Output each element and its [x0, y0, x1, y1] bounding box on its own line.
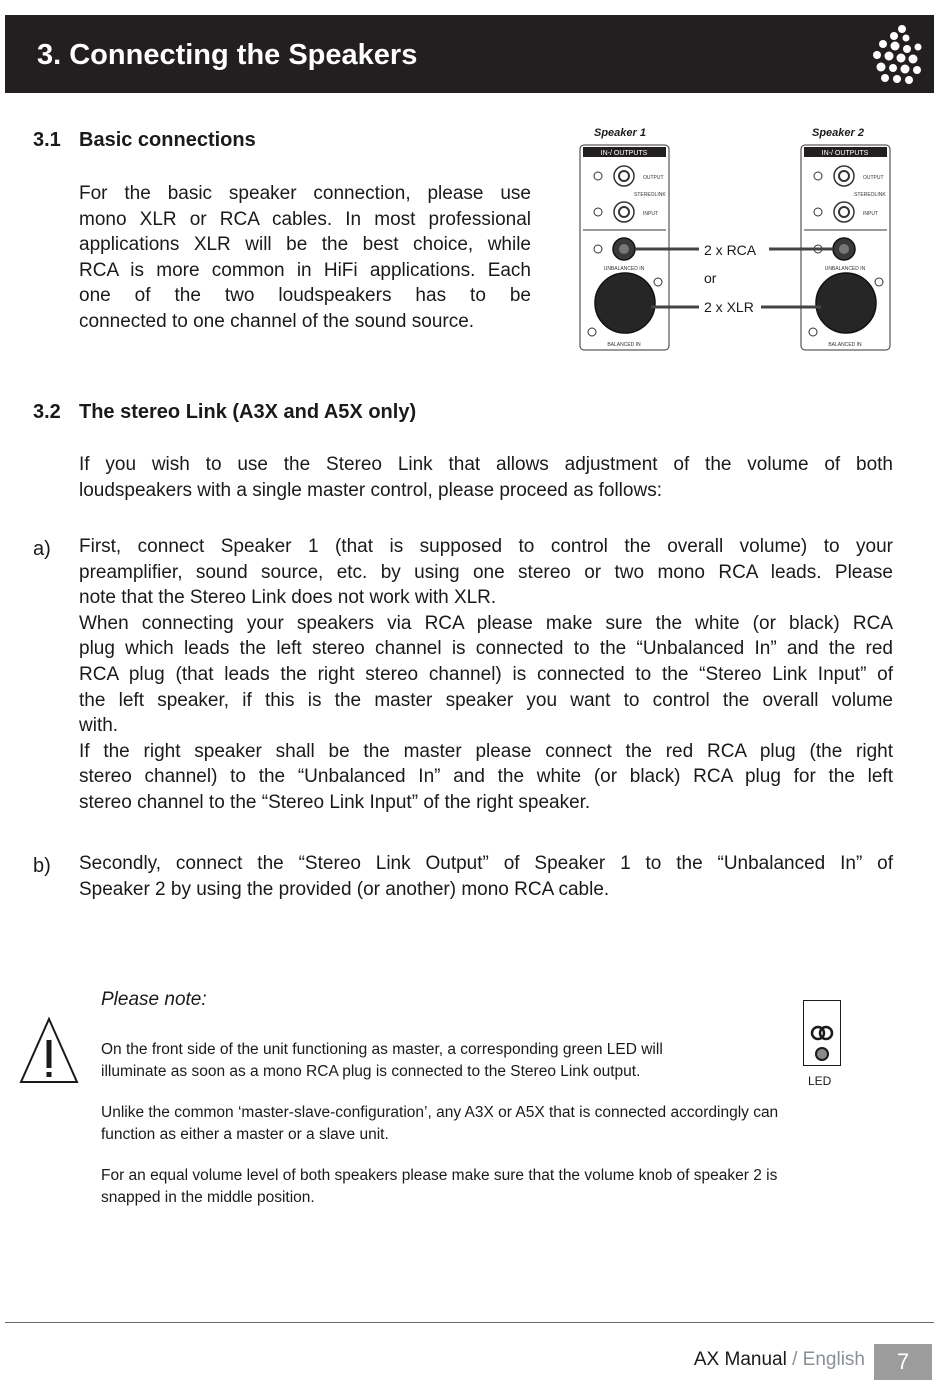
- chapter-title: 3. Connecting the Speakers: [37, 39, 418, 71]
- speaker2-label: Speaker 2: [812, 127, 864, 139]
- rca-label: 2 x RCA: [704, 242, 757, 258]
- section1-body: [79, 181, 531, 335]
- footer-label: [600, 1348, 865, 1372]
- text-line: Speaker 2 by using the provided (or another) mono RCA cable.: [79, 878, 610, 900]
- note-paragraph-2: [101, 1102, 891, 1145]
- speaker1-unbalanced-label: UNBALANCED IN: [603, 266, 645, 272]
- note-heading: Please note:: [101, 989, 207, 1010]
- text-line: note that the Stereo Link does not work with XLR.: [79, 587, 497, 609]
- text-line: function as either a master or a slave unit.: [101, 1125, 389, 1143]
- text-line: snapped in the middle position.: [101, 1188, 315, 1206]
- item-a-label: a): [33, 538, 51, 560]
- dots-logo-icon: [866, 22, 926, 86]
- note-paragraph-1: [101, 1039, 761, 1082]
- item-b-label: b): [33, 855, 51, 877]
- text-line: First, connect Speaker 1 (that is supposed to control the overall volume) to your: [79, 536, 893, 557]
- speaker2-balanced-label: BALANCED IN: [828, 342, 862, 348]
- text-line: applications XLR will be the best choice, while: [79, 234, 531, 256]
- speaker2-output-label: OUTPUT: [863, 175, 884, 181]
- text-line: the left speaker, if this is the master speaker you want to control the overall volume: [79, 689, 893, 711]
- text-line: Secondly, connect the “Stereo Link Output” of Speaker 1 to the “Unbalanced In” of: [79, 853, 893, 874]
- speaker1-xlr-jack: [595, 273, 655, 333]
- text-line: stereo channel to the “Stereo Link Input” of the right speaker.: [79, 791, 591, 813]
- text-line: For the basic speaker connection, please use: [79, 183, 531, 204]
- text-line: When connecting your speakers via RCA please make sure the white (or black) RCA: [79, 612, 893, 634]
- text-line: plug which leads the left stereo channel is connected to the “Unbalanced In” and the red: [79, 638, 893, 660]
- chapter-header: [5, 15, 934, 93]
- speaker2-stereolink-label: STEREOLINK: [854, 192, 886, 198]
- text-line: If you wish to use the Stereo Link that allows adjustment of the volume of both: [79, 454, 893, 475]
- xlr-label: 2 x XLR: [704, 299, 754, 315]
- speaker1-input-label: INPUT: [643, 211, 658, 217]
- text-line: with.: [79, 715, 119, 737]
- text-line: If the right speaker shall be the master please connect the red RCA plug (the right: [79, 740, 893, 762]
- led-label: LED: [808, 1074, 832, 1088]
- text-line: loudspeakers with a single master control, please proceed as follows:: [79, 479, 662, 501]
- text-line: On the front side of the unit functioning as master, a corresponding green LED will: [101, 1041, 663, 1058]
- text-line: stereo channel) to the “Unbalanced In” and the white (or black) RCA plug for the left: [79, 766, 893, 788]
- text-line: one of the two loudspeakers has to be: [79, 285, 531, 307]
- speaker1-balanced-label: BALANCED IN: [607, 342, 641, 348]
- warning-triangle-icon: [18, 1016, 80, 1086]
- section2-title: The stereo Link (A3X and A5X only): [79, 401, 417, 423]
- speaker2-xlr-jack: [816, 273, 876, 333]
- section1-number: 3.1: [33, 129, 61, 151]
- page-number: 7: [874, 1344, 932, 1380]
- speaker1-label: Speaker 1: [594, 127, 646, 139]
- text-line: mono XLR or RCA cables. In most professional: [79, 208, 531, 230]
- footer-separator: /: [792, 1349, 798, 1370]
- text-line: RCA plug (that leads the right stereo channel) is connected to the “Stereo Link Input” of: [79, 663, 893, 685]
- text-line: preamplifier, sound source, etc. by using one stereo or two mono RCA leads. Please: [79, 561, 893, 583]
- note-paragraph-3: [101, 1165, 891, 1208]
- connection-diagram: [575, 118, 915, 358]
- text-line: connected to one channel of the sound source.: [79, 310, 475, 332]
- footer-manual: AX Manual: [693, 1349, 787, 1370]
- section2-number: 3.2: [33, 401, 61, 423]
- text-line: RCA is more common in HiFi applications. Each: [79, 259, 531, 281]
- speaker1-stereolink-label: STEREOLINK: [634, 192, 666, 198]
- text-line: For an equal volume level of both speakers please make sure that the volume knob of speaker 2 is: [101, 1167, 778, 1184]
- or-label: or: [704, 270, 717, 286]
- speaker2-unbalanced-label: UNBALANCED IN: [824, 266, 866, 272]
- footer-language: English: [802, 1349, 865, 1370]
- item-b-body: [79, 851, 893, 902]
- section1-title: Basic connections: [79, 129, 256, 151]
- footer-divider: [5, 1322, 934, 1323]
- text-line: illuminate as soon as a mono RCA plug is connected to the Stereo Link output.: [101, 1062, 641, 1080]
- text-line: Unlike the common ‘master-slave-configuration’, any A3X or A5X that is connected accordingly can: [101, 1104, 779, 1121]
- speaker2-input-label: INPUT: [863, 211, 878, 217]
- speaker2-panel-header-label: IN-/ OUTPUTS: [821, 150, 869, 157]
- item-a-body: [79, 534, 893, 816]
- section2-intro: [79, 452, 893, 503]
- speaker1-panel-header-label: IN-/ OUTPUTS: [600, 150, 648, 157]
- speaker1-output-label: OUTPUT: [643, 175, 664, 181]
- led-indicator-icon: [803, 1000, 841, 1066]
